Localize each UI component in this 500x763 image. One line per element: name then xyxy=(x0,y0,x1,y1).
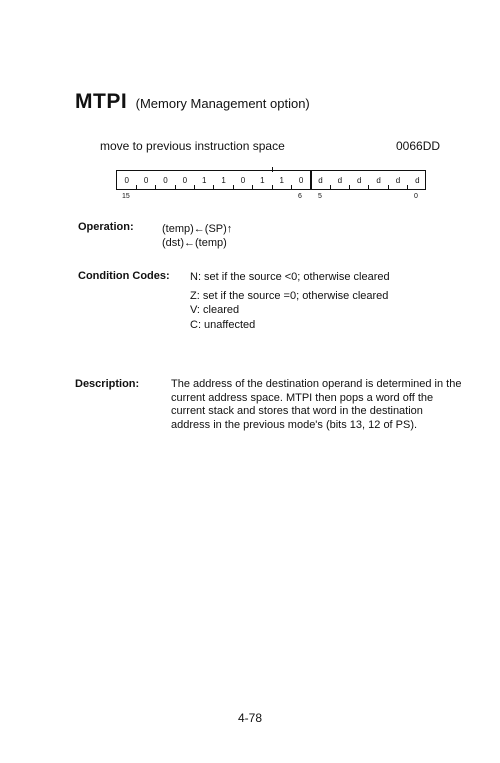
bit-number-label: 15 xyxy=(122,193,130,200)
bit-divider xyxy=(388,185,389,189)
bit-number-label: 6 xyxy=(298,193,302,200)
bit-cell: d xyxy=(376,175,381,185)
bit-divider xyxy=(368,185,369,189)
condition-code-line: Z: set if the source =0; otherwise cleared xyxy=(190,290,389,302)
bit-divider xyxy=(252,185,253,189)
condition-codes-label: Condition Codes: xyxy=(78,270,170,282)
bit-cell: 0 xyxy=(240,175,246,185)
bit-cell: d xyxy=(415,175,420,185)
instruction-subtitle: (Memory Management option) xyxy=(135,96,310,111)
bit-number-label: 5 xyxy=(318,193,322,200)
bit-divider xyxy=(291,185,292,189)
bit-cell: 1 xyxy=(260,175,265,185)
instruction-summary: move to previous instruction space xyxy=(100,139,285,153)
bit-cell: d xyxy=(337,175,343,185)
bit-divider xyxy=(272,185,273,189)
bit-divider xyxy=(407,185,408,189)
operation-label: Operation: xyxy=(78,221,134,233)
bit-cell: 0 xyxy=(182,175,188,185)
page-title xyxy=(75,90,310,114)
bit-divider xyxy=(213,185,214,189)
bit-divider xyxy=(330,185,331,189)
bit-divider xyxy=(349,185,350,189)
instruction-bit-diagram xyxy=(116,170,426,190)
bit-cell: 1 xyxy=(201,175,207,185)
condition-code-line: C: unaffected xyxy=(190,319,256,331)
description-label: Description: xyxy=(75,378,140,390)
instruction-opcode: 0066DD xyxy=(396,139,441,153)
bit-divider xyxy=(194,185,195,189)
bit-cell: 1 xyxy=(279,175,284,185)
bit-divider xyxy=(233,185,234,189)
bit-number-label: 0 xyxy=(414,193,418,200)
field-divider xyxy=(310,171,312,189)
page-number: 4-78 xyxy=(237,711,263,725)
bit-divider xyxy=(136,185,137,189)
operation-line: (dst)←(temp) xyxy=(162,237,227,249)
condition-code-line: V: cleared xyxy=(190,304,240,316)
bit-cell: 0 xyxy=(163,175,168,185)
bit-cell: 0 xyxy=(124,175,129,185)
bit-divider xyxy=(272,167,273,172)
bit-cell: 1 xyxy=(221,175,226,185)
bit-cell: 0 xyxy=(298,175,304,185)
operation-line: (temp)←(SP)↑ xyxy=(162,223,233,235)
condition-code-line: N: set if the source <0; otherwise cleared xyxy=(190,271,390,283)
bit-cell: 0 xyxy=(143,175,149,185)
bit-divider xyxy=(175,185,176,189)
instruction-mnemonic: MTPI xyxy=(75,90,128,113)
bit-divider xyxy=(155,185,156,189)
description-text: The address of the destination operand is determined in the current address space. MTPI then pops a word off the current stack and stores that word in the destination address in the previous mode's (bits 13, 12 of PS). xyxy=(171,378,462,431)
bit-cell: d xyxy=(356,175,362,185)
bit-cell: d xyxy=(318,175,323,185)
bit-cell: d xyxy=(395,175,401,185)
